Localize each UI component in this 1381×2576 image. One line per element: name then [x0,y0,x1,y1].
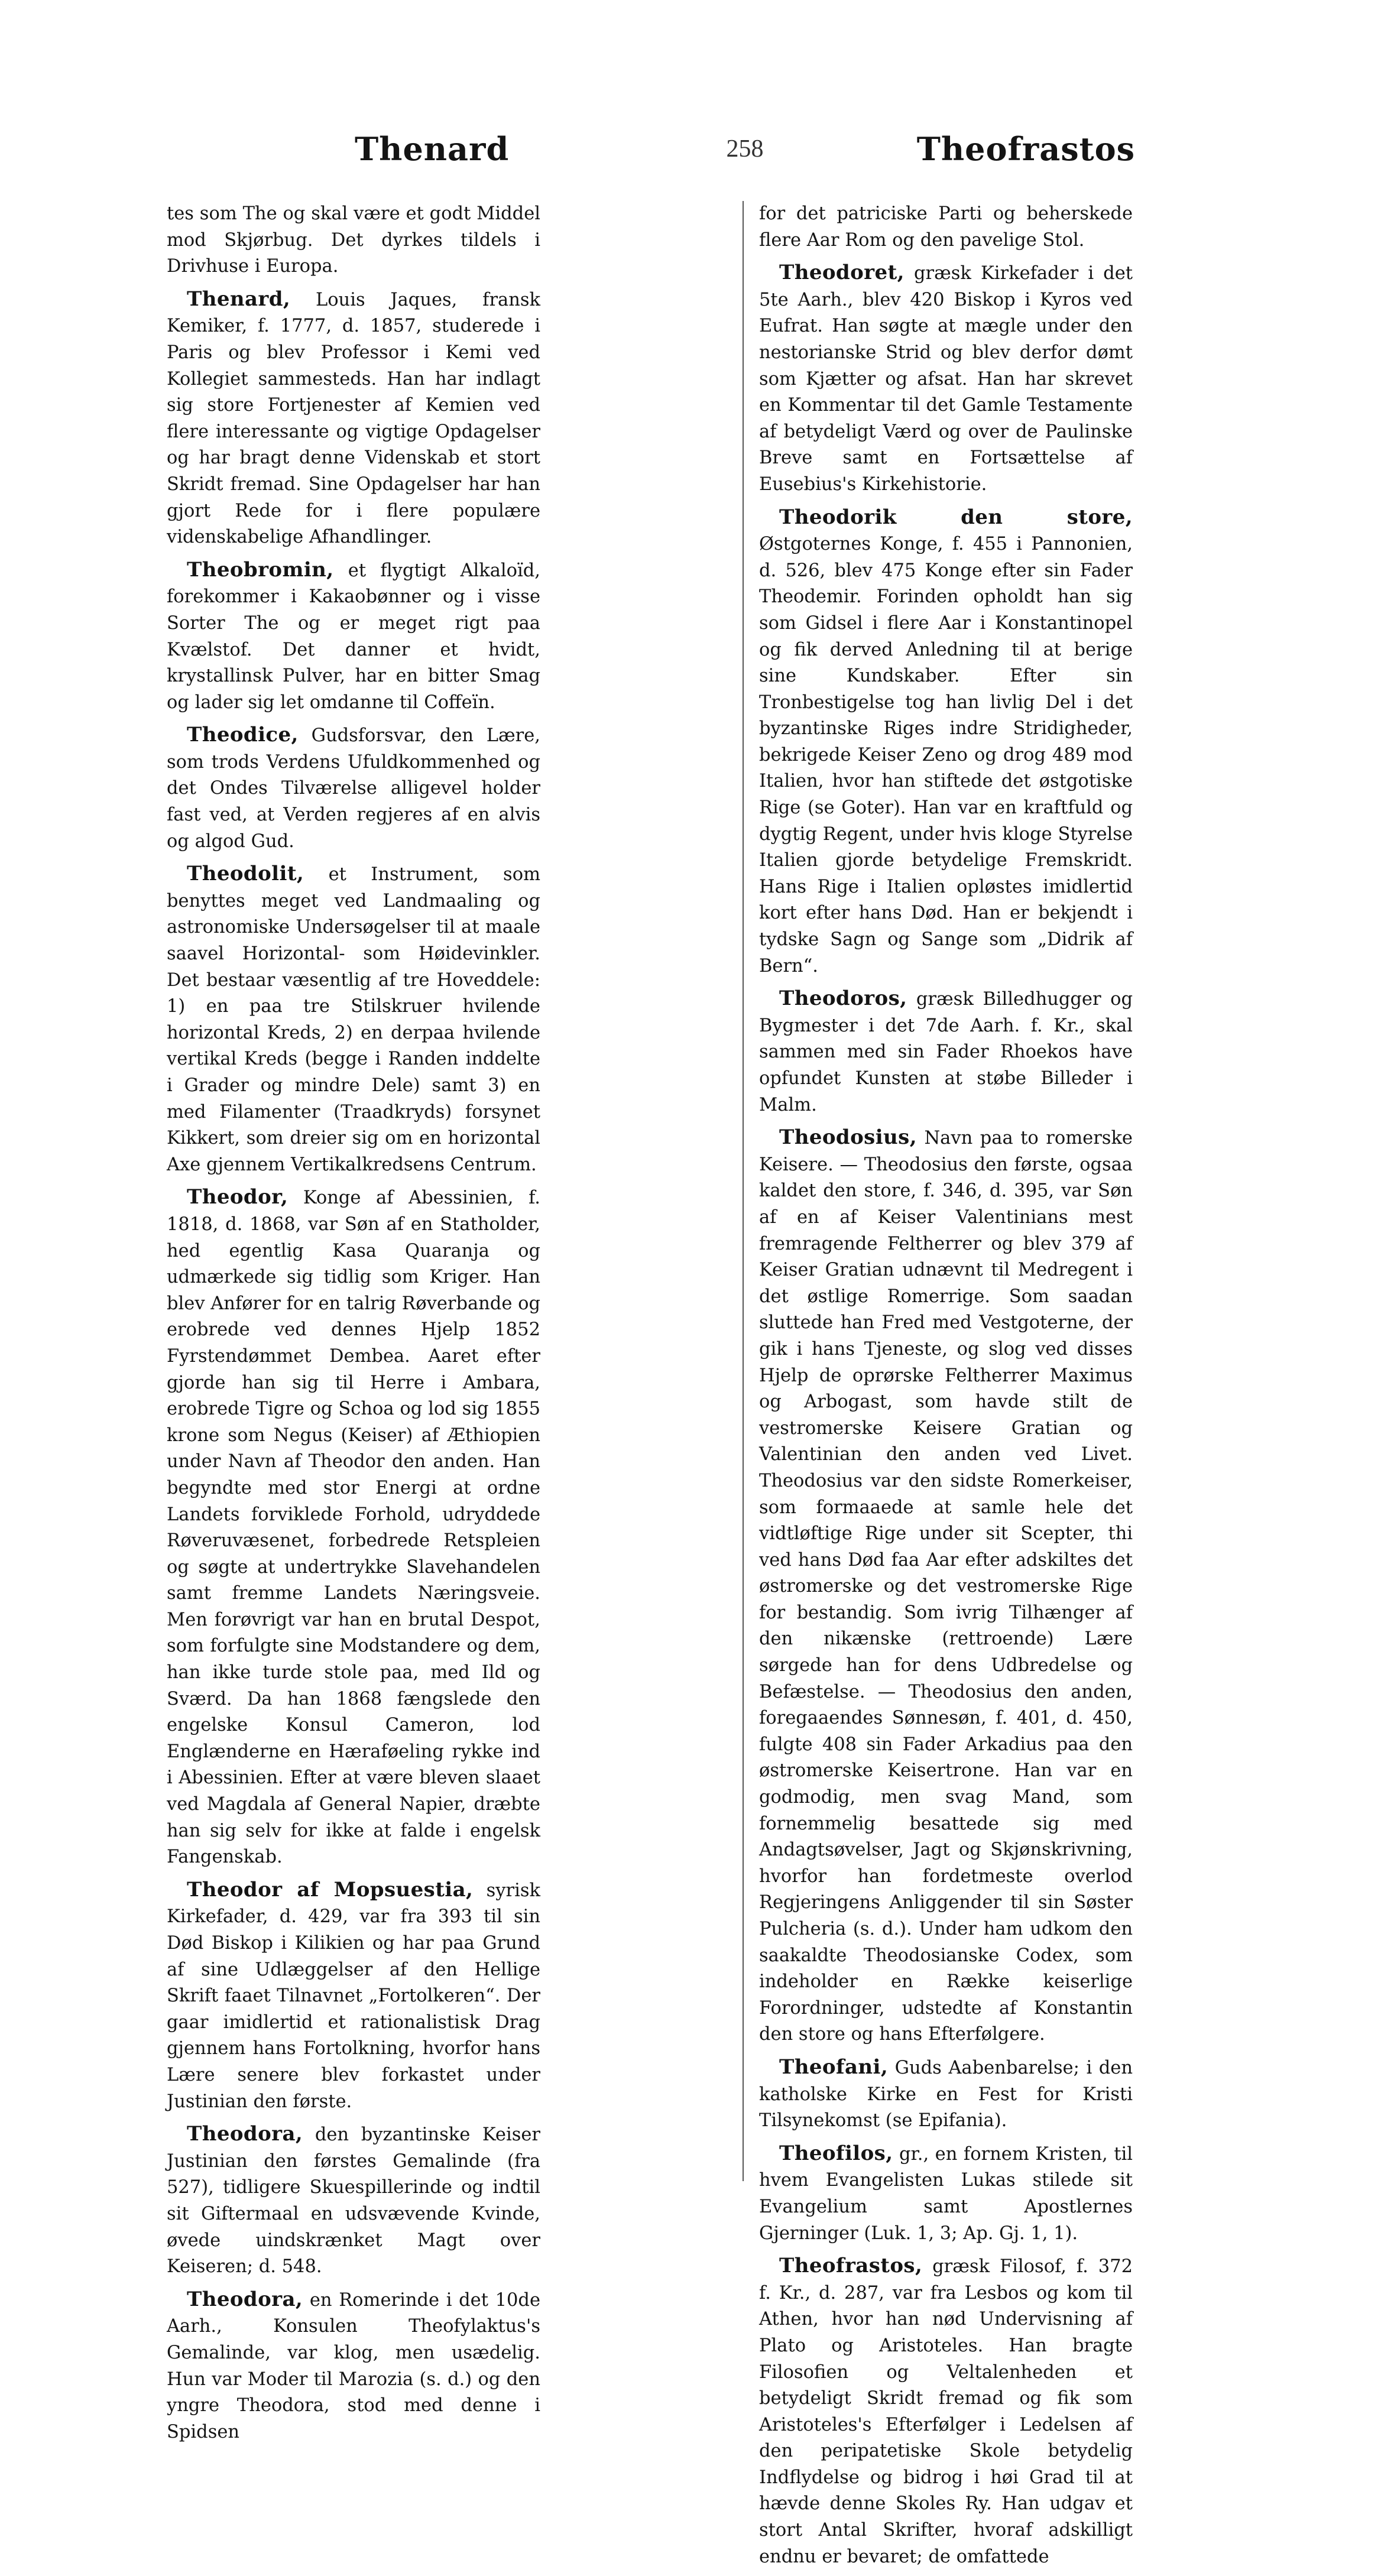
entry-text: den byzantinske Keiser Justinian den førstes Gemalinde (fra 527), tidligere Skuespillerinde og indtil sit Giftermaal en udsvævende Kvinde, øvede uindskrænket Magt over Keiseren; d. 548. [167,2124,540,2277]
entry-headword: Theodoret, [779,261,905,285]
entry-headword: Theodor af Mopsuestia, [187,1877,474,1902]
dictionary-entry [167,2121,540,2280]
entry-text: Konge af Abessinien, f. 1818, d. 1868, var Søn af en Statholder, hed egentlig Kasa Quaranja og udmærkede sig tidlig som Kriger. Han blev Anfører for en talrig Røverbande og erobrede ved dennes Hjelp 1852 Fyrstendømmet Dembea. Aaret efter gjorde han sig til Herre i Ambara, erobrede Tigre og Schoa og lod sig 1855 krone som Negus (Keiser) af Æthiopien under Navn af Theodor den anden. Han begyndte med stor Energi at ordne Landets forviklede Forhold, udryddede Røveruvæsenet, forbedrede Retspleien og søgte at undertrykke Slavehandelen samt fremme Landets Næringsveie. Men forøvrigt var han en brutal Despot, som forfulgte sine Modstandere og dem, han ikke turde stole paa, med Ild og Sværd. Da han 1868 fængslede den engelske Konsul Cameron, lod Englænderne en Hæraføeling rykke ind i Abessinien. Efter at være bleven slaaet ved Magdala af General Napier, dræbte han sig selv for ikke at falde i engelsk Fangenskab. [167,1188,540,1868]
entry-text: Østgoternes Konge, f. 455 i Pannonien, d. 526, blev 475 Konge efter sin Fader Theodemir. Forinden opholdt han sig som Gidsel i flere Aar i Konstantinopel og fik derved Anledning til at berige sine Kundskaber. Efter sin Tronbestigelse tog han livlig Del i det byzantinske Riges indre Stridigheder, bekrigede Keiser Zeno og drog 489 mod Italien, hvor han stiftede det østgotiske Rige (se Goter). Han var en kraftfuld og dygtig Regent, under hvis kloge Styrelse Italien gjorde betydelige Fremskridt. Hans Rige i Italien opløstes imidlertid kort efter hans Død. Han er bekjendt i tydske Sagn og Sange som „Didrik af Bern“. [759,534,1133,976]
dictionary-entry [167,1184,540,1870]
entry-text: tes som The og skal være et godt Middel mod Skjørbug. Det dyrkes tildels i Drivhuse i Europa. [167,203,540,277]
entry-text: et flygtigt Alkaloïd, forekommer i Kakaobønner og i visse Sorter The og er meget rigt paa Kvælstof. Det danner et hvidt, krystallinsk Pulver, har en bitter Smag og lader sig let omdanne til Coffeïn. [167,560,541,713]
dictionary-entry [167,861,540,1178]
left-column [167,200,540,2451]
entry-text: en Romerinde i det 10de Aarh., Konsulen Theofylaktus's Gemalinde, var klog, men usædelig. Hun var Moder til Marozia (s. d.) og den yngre Theodora, stod med denne i Spidsen [167,2289,540,2442]
dictionary-entry [759,504,1133,980]
dictionary-entry [759,1124,1133,2048]
entry-text: for det patriciske Parti og beherskede flere Aar Rom og den pavelige Stol. [759,203,1133,251]
entry-text: syrisk Kirkefader, d. 429, var fra 393 til sin Død Biskop i Kilikien og har paa Grund af sine Udlæggelser af den Hellige Skrift faaet Tilnavnet „Fortolkeren“. Der gaar imidlertid et rationalistisk Drag gjennem hans Fortolkning, hvorfor hans Lære senere blev forkastet under Justinian den første. [167,1880,540,2112]
entry-text: Navn paa to romerske Keisere. — Theodosius den første, ogsaa kaldet den store, f. 346, d. 395, var Søn af en af Keiser Valentinians mest fremragende Feltherrer og blev 379 af Keiser Gratian udnævnt til Medregent i det østlige Romerrige. Som saadan sluttede han Fred med Vestgoterne, der gik i hans Tjeneste, og slog ved disses Hjelp de oprørske Feltherrer Maximus og Arbogast, som havde stilt de vestromerske Keisere Gratian og Valentinian den anden ved Livet. Theodosius var den sidste Romerkeiser, som formaaede at samle hele det vidtløftige Rige under sit Scepter, thi ved hans Død faa Aar efter adskiltes det østromerske og det vestromerske Rige for bestandig. Som ivrig Tilhænger af den nikænske (rettroende) Lære sørgede han for dens Udbredelse og Befæstelse. — Theodosius den anden, foregaaendes Sønnesøn, f. 401, d. 450, fulgte 408 sin Fader Arkadius paa den østromerske Keisertrone. Han var en godmodig, men svag Mand, som fornemmelig besattede sig med Andagtsøvelser, Jagt og Skjønskrivning, hvorfor han fordetmeste overlod Regjeringens Anliggender til sin Søster Pulcheria (s. d.). Under ham udkom den saakaldte Theodosianske Codex, som indeholder en Række keiserlige Forordninger, udstedte af Konstantin den store og hans Efterfølgere. [759,1128,1133,2045]
entry-text: græsk Billedhugger og Bygmester i det 7de Aarh. f. Kr., skal sammen med sin Fader Rhoekos have opfundet Kunsten at støbe Billeder i Malm. [759,989,1133,1115]
entry-headword: Theodora, [187,2287,303,2311]
running-head-right: Theofrastos [916,130,1135,168]
dictionary-entry [759,200,1133,254]
dictionary-entry [759,2054,1133,2134]
entry-headword: Theofani, [779,2055,889,2079]
running-head-left: Thenard [355,130,510,168]
entry-headword: Theodora, [187,2122,303,2146]
column-divider [743,201,744,2181]
dictionary-entry [167,2286,540,2446]
page-header [355,130,1135,177]
dictionary-entry [759,2140,1133,2247]
entry-headword: Theodoros, [779,987,907,1011]
entry-text: Guds Aabenbarelse; i den katholske Kirke en Fest for Kristi Tilsynekomst (se Epifania). [759,2057,1133,2131]
entry-text: et Instrument, som benyttes meget ved Landmaaling og astronomiske Undersøgelser til at maale saavel Horizontal- som Høidevinkler. Det bestaar væsentlig af tre Hoveddele: 1) en paa tre Stilskruer hvilende horizontal Kreds, 2) en derpaa hvilende vertikal Kreds (begge i Randen inddelte i Grader og mindre Dele) samt 3) en med Filamenter (Traadkryds) forsynet Kikkert, som dreier sig om en horizontal Axe gjennem Vertikalkredsens Centrum. [167,864,540,1175]
dictionary-entry [167,722,540,855]
dictionary-entry [167,200,540,280]
entry-text: græsk Filosof, f. 372 f. Kr., d. 287, var fra Lesbos og kom til Athen, hvor han nød Undervisning af Plato og Aristoteles. Han bragte Filosofien og Veltalenheden et betydeligt Skridt fremad og fik som Aristoteles's Efterfølger i Ledelsen af den peripatetiske Skole betydelig Indflydelse og bidrog i høi Grad til at hævde denne Skoles Ry. Han udgav et stort Antal Skrifter, hvoraf adskilligt endnu er bevaret; de omfattede [759,2256,1133,2567]
dictionary-entry [759,259,1133,498]
entry-headword: Theobromin, [187,557,334,582]
entry-text: Louis Jaques, fransk Kemiker, f. 1777, d. 1857, studerede i Paris og blev Professor i Kemi ved Kollegiet sammesteds. Han har indlagt sig store Fortjenester af Kemien ved flere interessante og vigtige Opdagelser og har bragt denne Videnskab et stort Skridt fremad. Sine Opdagelser har han gjort Rede for i flere populære videnskabelige Afhandlinger. [167,289,540,548]
entry-headword: Theofilos, [779,2141,893,2165]
entry-text: græsk Kirkefader i det 5te Aarh., blev 420 Biskop i Kyros ved Eufrat. Han søgte at mægle under den nestorianske Strid og blev derfor dømt som Kjætter og afsat. Han har skrevet en Kommentar til det Gamle Testamente af betydeligt Værd og over de Paulinske Breve samt en Fortsættelse af Eusebius's Kirkehistorie. [759,263,1133,495]
entry-headword: Theodor, [187,1185,288,1209]
entry-headword: Theodorik den store, [779,505,1133,529]
dictionary-entry [759,2253,1133,2570]
entry-text: Gudsforsvar, den Lære, som trods Verdens Ufuldkommenhed og det Ondes Tilværelse alligevel holder fast ved, at Verden regjeres af en alvis og algod Gud. [167,725,540,852]
dictionary-entry [759,985,1133,1118]
page-number: 258 [726,135,764,163]
entry-headword: Theofrastos, [779,2254,923,2278]
dictionary-entry [167,557,540,716]
entry-headword: Theodosius, [779,1125,917,1150]
entry-headword: Theodolit, [187,862,304,886]
entry-text: gr., en fornem Kristen, til hvem Evangelisten Lukas stilede sit Evangelium samt Apostlernes Gjerninger (Luk. 1, 3; Ap. Gj. 1, 1). [759,2143,1133,2244]
dictionary-entry [167,1877,540,2115]
dictionary-entry [167,286,540,551]
entry-headword: Thenard, [187,287,291,311]
entry-headword: Theodice, [187,723,299,747]
right-column [759,200,1133,2576]
